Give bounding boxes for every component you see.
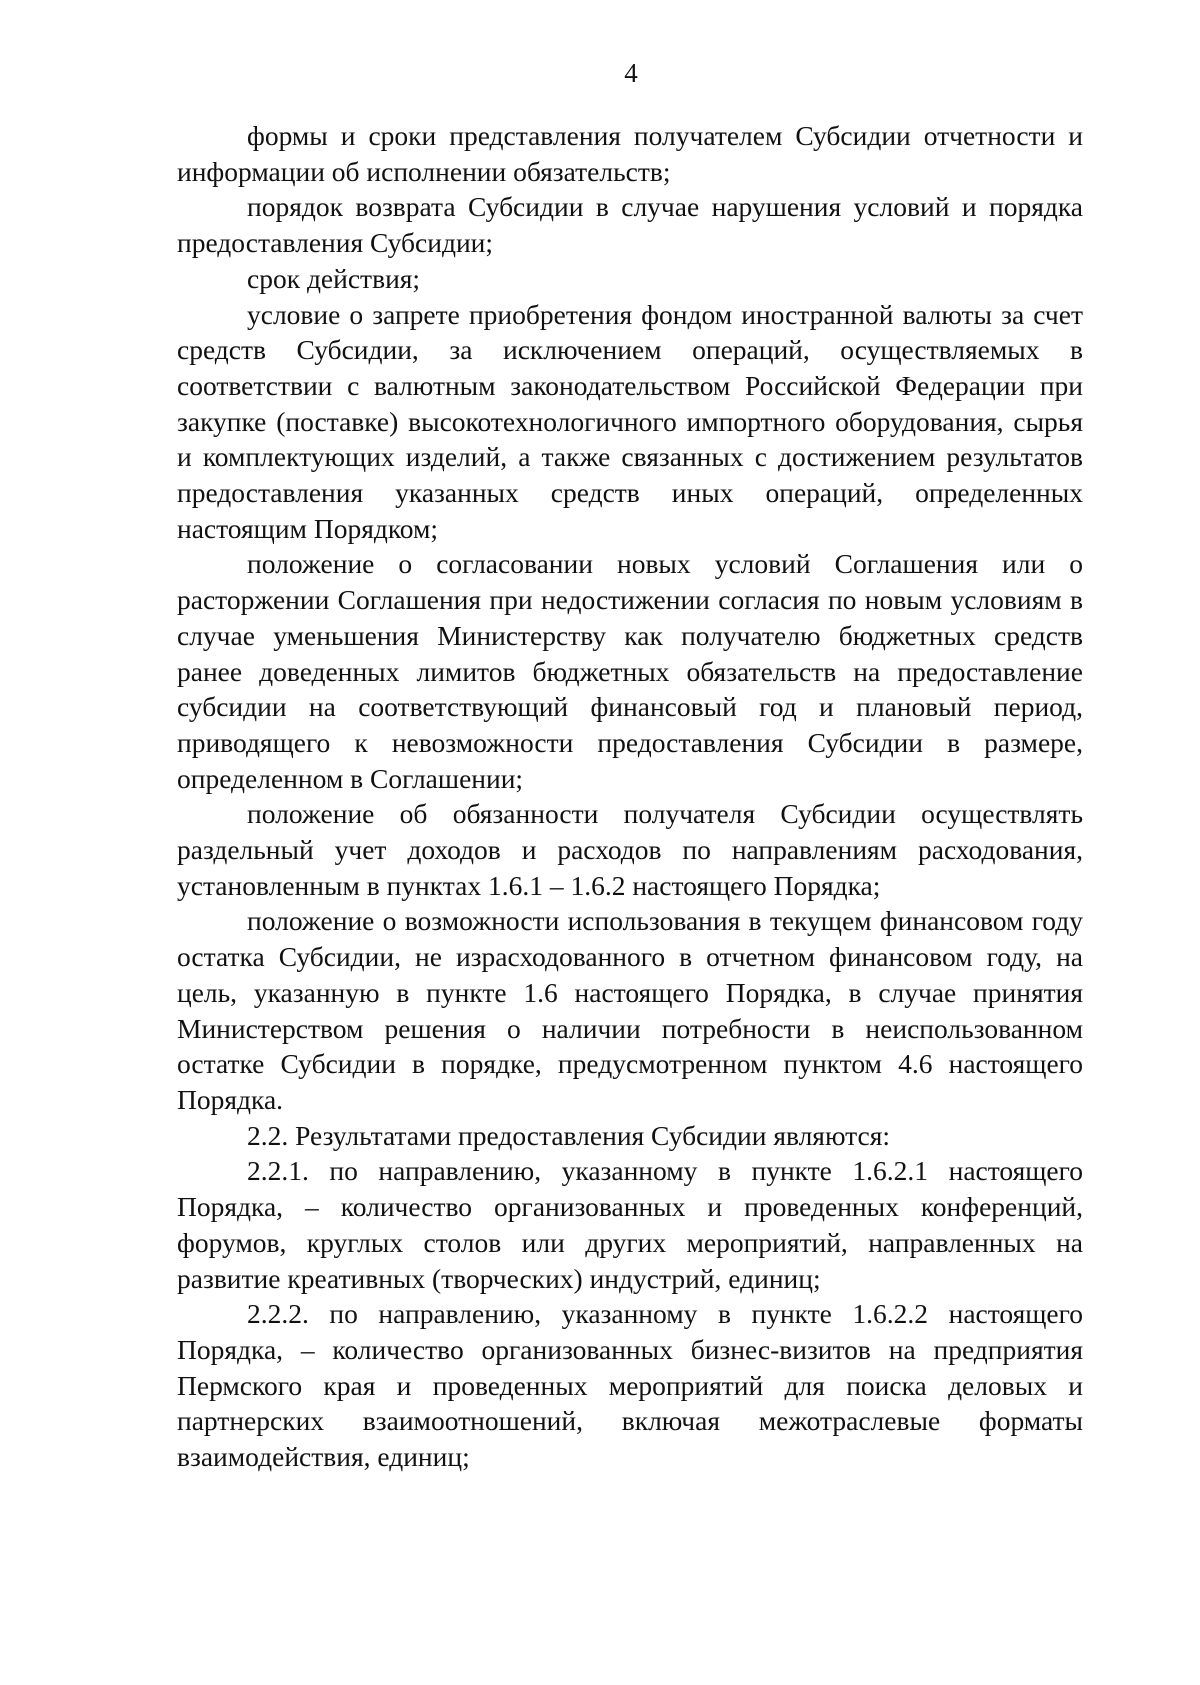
paragraph-result-2-2-1: 2.2.1. по направлению, указанному в пункте 1.6.2.1 настоящего Порядка, – количество организованных и проведенных конференций, форумов, круглых столов или других мероприятий, направленных на развитие креативных (творческих) индустрий, единиц; (177, 1155, 1083, 1294)
paragraph-agreement-terms: положение о согласовании новых условий Соглашения или о расторжении Соглашения при недостижении согласия по новым условиям в случае уменьшения Министерству как получателю бюджетных средств ранее доведенных лимитов бюджетных обязательств на предоставление субсидии на соответствующий финансовый год и плановый период, приводящего к невозможности предоставления Субсидии в размере, определенном в Соглашении; (177, 548, 1083, 794)
document-body (177, 118, 1083, 1475)
paragraph-return-procedure: порядок возврата Субсидии в случае нарушения условий и порядка предоставления Субсидии; (177, 191, 1083, 259)
paragraph-separate-accounting: положение об обязанности получателя Субсидии осуществлять раздельный учет доходов и расходов по направлениям расходования, установленным в пунктах 1.6.1 – 1.6.2 настоящего Порядка; (177, 798, 1083, 901)
paragraph-result-2-2-2: 2.2.2. по направлению, указанному в пункте 1.6.2.2 настоящего Порядка, – количество организованных бизнес-визитов на предприятия Пермского края и проведенных мероприятий для поиска деловых и партнерских взаимоотношений, включая межотраслевые форматы взаимодействия, единиц; (177, 1298, 1083, 1473)
paragraph-validity-term: срок действия; (247, 262, 421, 294)
paragraph-reporting-forms: формы и сроки представления получателем Субсидии отчетности и информации об исполнении обязательств; (177, 120, 1083, 187)
paragraph-currency-ban: условие о запрете приобретения фондом иностранной валюты за счет средств Субсидии, за исключением операций, осуществляемых в соответствии с валютным законодательством Российской Федерации при закупке (поставке) высокотехнологичного импортного оборудования, сырья и комплектующих изделий, а также связанных с достижением результатов предоставления указанных средств иных операций, определенных настоящим Порядком; (177, 298, 1083, 544)
paragraph-results-heading: 2.2. Результатами предоставления Субсидии являются: (247, 1119, 890, 1151)
paragraph-balance-usage: положение о возможности использования в текущем финансовом году остатка Субсидии, не израсходованного в отчетном финансовом году, на цель, указанную в пункте 1.6 настоящего Порядка, в случае принятия Министерством решения о наличии потребности в неиспользованном остатке Субсидии в порядке, предусмотренном пунктом 4.6 настоящего Порядка. (177, 905, 1083, 1115)
page-number: 4 (624, 58, 638, 88)
